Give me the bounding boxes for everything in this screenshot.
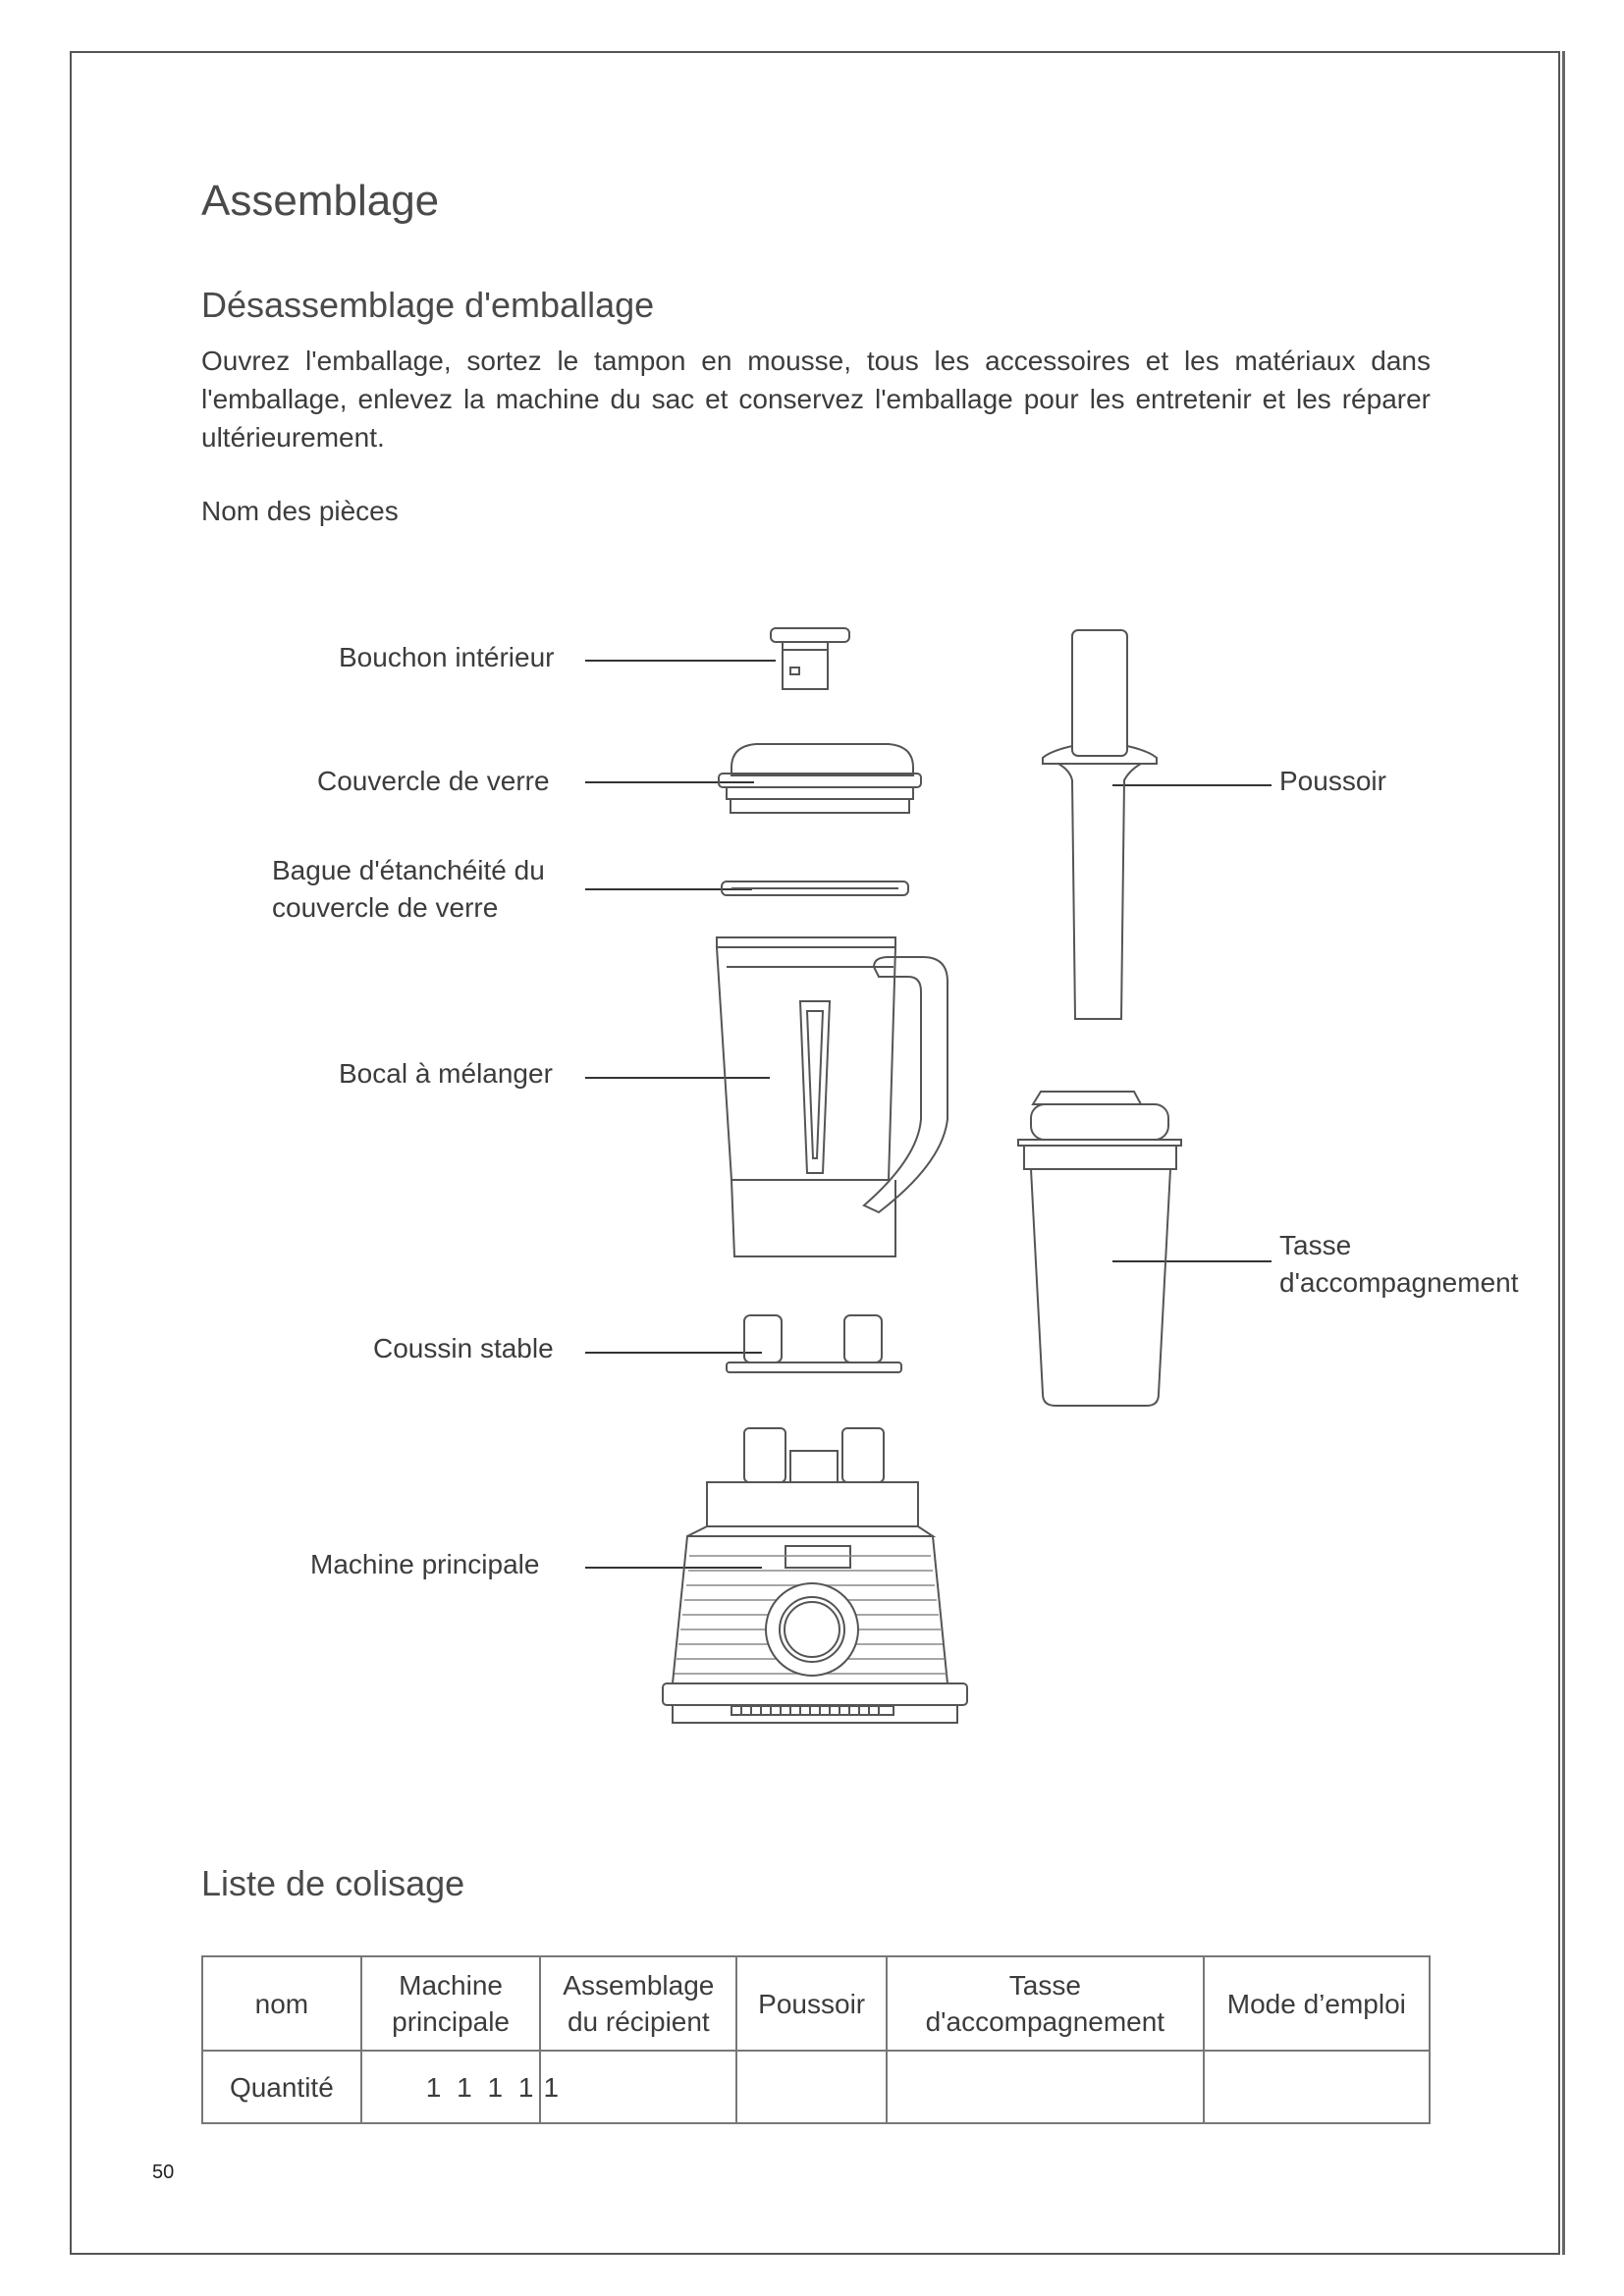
page-number: 50 xyxy=(152,2162,175,2183)
label-pusher: Poussoir xyxy=(1279,766,1386,796)
lid-seal-drawing xyxy=(722,881,908,895)
parts-heading: Nom des pièces xyxy=(201,496,399,526)
label-cup-line2: d'accompagnement xyxy=(1279,1267,1519,1298)
header-cell-assembly: Assemblage du récipient xyxy=(540,1956,736,2051)
label-jar: Bocal à mélanger xyxy=(339,1058,553,1089)
quantity-cell-machine xyxy=(361,2051,541,2123)
label-main-machine: Machine principale xyxy=(310,1549,540,1579)
label-inner-cap: Bouchon intérieur xyxy=(339,642,555,672)
quantity-cell-cup xyxy=(887,2051,1204,2123)
glass-lid-drawing xyxy=(719,744,921,813)
inner-cap-drawing xyxy=(771,628,849,689)
main-machine-drawing xyxy=(663,1428,967,1723)
label-glass-lid: Couvercle de verre xyxy=(317,766,550,796)
pusher-drawing xyxy=(1043,630,1157,1019)
header-cell-manual: Mode d’emploi xyxy=(1204,1956,1430,2051)
section-title: Désassemblage d'emballage xyxy=(201,285,655,325)
packing-list-title: Liste de colisage xyxy=(201,1863,465,1903)
quantity-value: 1 xyxy=(543,2071,560,2103)
jar-drawing xyxy=(717,937,947,1256)
header-cell-pusher: Poussoir xyxy=(736,1956,887,2051)
quantity-cell-manual xyxy=(1204,2051,1430,2123)
label-cup-line1: Tasse xyxy=(1279,1230,1352,1260)
page-title: Assemblage xyxy=(201,177,440,225)
quantity-values: 1 1 1 1 xyxy=(425,2071,538,2103)
to-go-cup-drawing xyxy=(1018,1092,1181,1406)
intro-paragraph: Ouvrez l'emballage, sortez le tampon en mousse, tous les accessoires et les matériaux dans l'emballage, enlevez la machine du sac et conservez l'emballage pour les entretenir et les réparer ultérieurement. xyxy=(201,346,1431,453)
header-cell-nom: nom xyxy=(202,1956,361,2051)
header-cell-cup: Tasse d'accompagnement xyxy=(887,1956,1204,2051)
row-label-quantity: Quantité xyxy=(202,2051,361,2123)
label-lid-seal-line1: Bague d'étanchéité du xyxy=(272,855,545,885)
quantity-cell-assembly xyxy=(540,2051,736,2123)
label-stable-cushion: Coussin stable xyxy=(373,1333,554,1363)
table-row xyxy=(202,2051,1430,2123)
stable-cushion-drawing xyxy=(727,1315,901,1372)
packing-list-table xyxy=(201,1955,1431,2124)
quantity-cell-pusher xyxy=(736,2051,887,2123)
header-cell-machine: Machine principale xyxy=(361,1956,541,2051)
table-row xyxy=(202,1956,1430,2051)
label-lid-seal-line2: couvercle de verre xyxy=(272,892,499,923)
